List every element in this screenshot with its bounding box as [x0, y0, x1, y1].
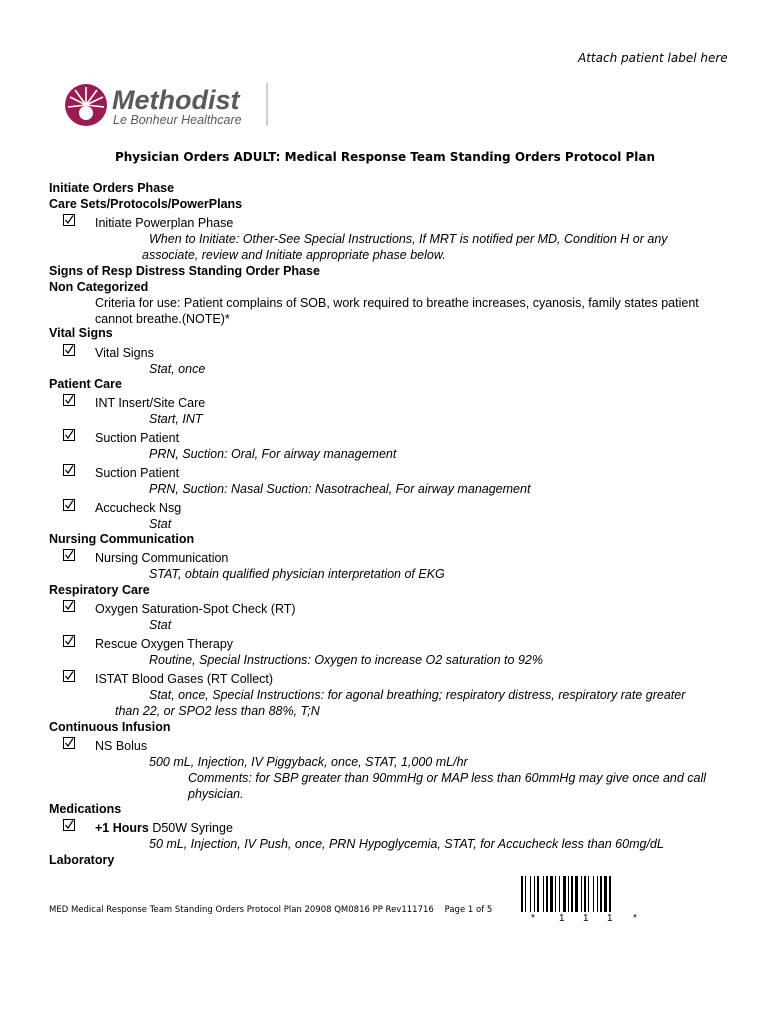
order-drug: D50W Syringe	[148, 821, 233, 835]
order-details: 500 mL, Injection, IV Piggyback, once, STAT, 1,000 mL/hr	[149, 755, 468, 769]
footer-form-id	[49, 905, 492, 915]
barcode-bar	[525, 876, 526, 912]
barcode-bar	[537, 876, 539, 912]
barcode-bar	[543, 876, 544, 912]
order-details: STAT, obtain qualified physician interpretation of EKG	[149, 567, 445, 581]
section-heading: Nursing Communication	[49, 532, 195, 546]
checkbox-checked-icon[interactable]	[63, 214, 75, 226]
section-heading: Respiratory Care	[49, 583, 150, 597]
barcode-bar	[555, 876, 556, 912]
order-details: PRN, Suction: Nasal Suction: Nasotracheal, For airway management	[149, 482, 531, 496]
methodist-logo	[64, 80, 274, 130]
order-details: than 22, or SPO2 less than 88%, T;N	[115, 704, 320, 718]
section-heading: Medications	[49, 802, 122, 816]
order-comments: Comments: for SBP greater than 90mmHg or MAP less than 60mmHg may give once and call	[188, 771, 707, 785]
barcode-bar	[581, 876, 582, 912]
barcode-bar	[568, 876, 569, 912]
svg-text:Le Bonheur Healthcare: Le Bonheur Healthcare	[113, 113, 242, 127]
barcode-bar	[521, 876, 523, 912]
barcode-bar	[563, 876, 566, 912]
order-details: Stat	[149, 517, 172, 531]
checkbox-checked-icon[interactable]	[63, 819, 75, 831]
phase-heading: Signs of Resp Distress Standing Order Phase	[49, 264, 320, 278]
criteria-note: cannot breathe.(NOTE)*	[95, 312, 230, 326]
order-name: Rescue Oxygen Therapy	[95, 637, 234, 651]
order-details: Stat	[149, 618, 172, 632]
criteria-note: Criteria for use: Patient complains of SOB, work required to breathe increases, cyanosis, family states patient	[95, 296, 699, 310]
barcode-digit: 1	[607, 913, 613, 924]
page-number: Page 1 of 5	[444, 905, 493, 915]
order-name: INT Insert/Site Care	[95, 396, 206, 410]
svg-text:Methodist: Methodist	[112, 85, 240, 115]
checkbox-checked-icon[interactable]	[63, 429, 75, 441]
order-name: NS Bolus	[95, 739, 148, 753]
order-name: ISTAT Blood Gases (RT Collect)	[95, 672, 274, 686]
barcode-bar	[546, 876, 548, 912]
barcode-bar	[559, 876, 560, 912]
checkbox-checked-icon[interactable]	[63, 737, 75, 749]
barcode-bar	[550, 876, 553, 912]
checkbox-checked-icon[interactable]	[63, 600, 75, 612]
checkbox-checked-icon[interactable]	[63, 394, 75, 406]
order-details: PRN, Suction: Oral, For airway management	[149, 447, 397, 461]
section-heading: Patient Care	[49, 377, 122, 391]
barcode-digit: *	[531, 913, 535, 924]
order-name: Oxygen Saturation-Spot Check (RT)	[95, 602, 296, 616]
order-details: Routine, Special Instructions: Oxygen to increase O2 saturation to 92%	[149, 653, 543, 667]
section-heading: Laboratory	[49, 853, 115, 867]
barcode-bar	[530, 876, 531, 912]
barcode-bar	[575, 876, 578, 912]
barcode-bar	[588, 876, 589, 912]
barcode-digit: *	[633, 913, 637, 924]
barcode-bar	[609, 876, 611, 912]
order-details: Start, INT	[149, 412, 203, 426]
checkbox-checked-icon[interactable]	[63, 499, 75, 511]
barcode-bar	[593, 876, 594, 912]
checkbox-checked-icon[interactable]	[63, 549, 75, 561]
footer-text: MED Medical Response Team Standing Orders Protocol Plan 20908 QM0816 PP Rev111716	[49, 905, 434, 915]
section-heading: Non Categorized	[49, 280, 149, 294]
order-name: Initiate Powerplan Phase	[95, 216, 234, 230]
barcode-bar	[534, 876, 535, 912]
barcode-digit: 1	[559, 913, 565, 924]
order-details: When to Initiate: Other-See Special Instructions, If MRT is notified per MD, Condition H or any	[149, 232, 668, 246]
checkbox-checked-icon[interactable]	[63, 344, 75, 356]
barcode-bar	[571, 876, 573, 912]
order-name: Vital Signs	[95, 346, 154, 360]
phase-heading: Initiate Orders Phase	[49, 181, 175, 195]
barcode-bar	[584, 876, 586, 912]
checkbox-checked-icon[interactable]	[63, 670, 75, 682]
order-name: Nursing Communication	[95, 551, 229, 565]
page-title: Physician Orders ADULT: Medical Response Team Standing Orders Protocol Plan	[114, 150, 656, 164]
order-name	[95, 820, 233, 836]
order-details: Stat, once, Special Instructions: for agonal breathing; respiratory distress, respiratory rate greater	[149, 688, 686, 702]
section-heading: Vital Signs	[49, 326, 113, 340]
barcode-bar	[597, 876, 598, 912]
order-name: Suction Patient	[95, 431, 180, 445]
barcode-digit: 1	[583, 913, 589, 924]
section-heading: Continuous Infusion	[49, 720, 171, 734]
order-name: Suction Patient	[95, 466, 180, 480]
order-comments: physician.	[188, 787, 244, 801]
checkbox-checked-icon[interactable]	[63, 635, 75, 647]
checkbox-checked-icon[interactable]	[63, 464, 75, 476]
barcode-bar	[604, 876, 607, 912]
order-details: associate, review and Initiate appropriate phase below.	[142, 248, 446, 262]
order-details: 50 mL, Injection, IV Push, once, PRN Hypoglycemia, STAT, for Accucheck less than 60mg/dL	[149, 837, 664, 851]
barcode	[521, 876, 651, 912]
section-heading: Care Sets/Protocols/PowerPlans	[49, 197, 243, 211]
attach-label-note: Attach patient label here	[578, 51, 728, 65]
order-timing: +1 Hours	[95, 821, 149, 835]
order-details: Stat, once	[149, 362, 206, 376]
order-name: Accucheck Nsg	[95, 501, 182, 515]
barcode-bar	[600, 876, 602, 912]
